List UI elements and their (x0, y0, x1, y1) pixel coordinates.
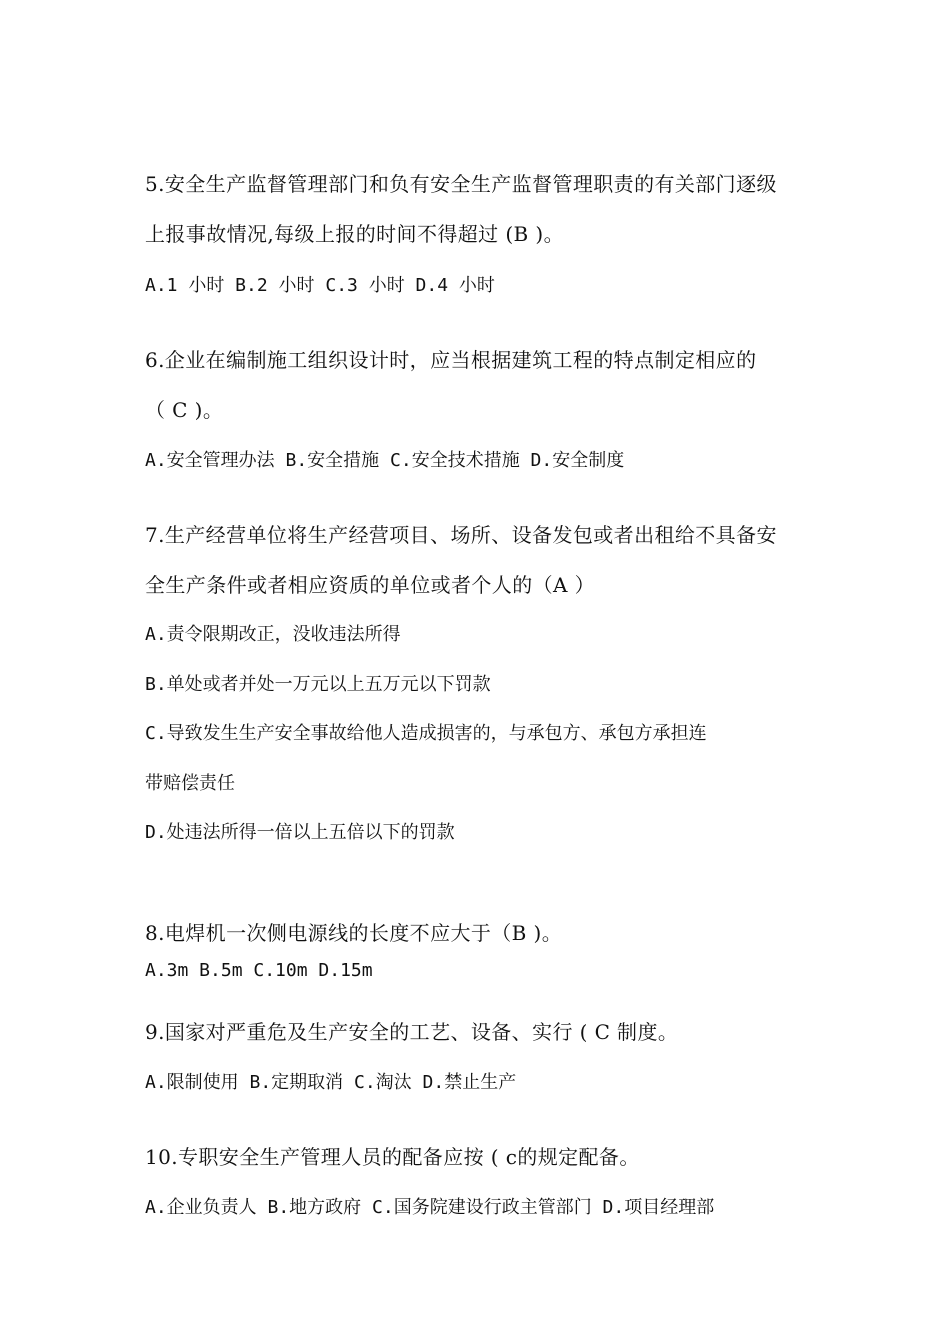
question-5-options: A.1 小时 B.2 小时 C.3 小时 D.4 小时 (145, 275, 495, 296)
question-7-option-c-line-1: C.导致发生生产安全事故给他人造成损害的，与承包方、承包方承担连 (145, 723, 707, 744)
question-8-options: A.3m B.5m C.10m D.15m (145, 960, 373, 981)
question-8-stem: 8.电焊机一次侧电源线的长度不应大于（B )。 (145, 921, 563, 945)
question-6-stem-line-2: （ C )。 (145, 398, 224, 422)
question-9-options: A.限制使用 B.定期取消 C.淘汰 D.禁止生产 (145, 1072, 517, 1093)
question-7-stem-line-2: 全生产条件或者相应资质的单位或者个人的（A ） (145, 573, 596, 597)
question-7-option-c-line-2: 带赔偿责任 (145, 773, 235, 794)
question-5-stem-line-2: 上报事故情况,每级上报的时间不得超过 (B )。 (145, 222, 564, 246)
question-9-stem: 9.国家对严重危及生产安全的工艺、设备、实行 ( C 制度。 (145, 1020, 679, 1044)
question-7-option-a: A.责令限期改正，没收违法所得 (145, 624, 401, 645)
question-10-options: A.企业负责人 B.地方政府 C.国务院建设行政主管部门 D.项目经理部 (145, 1197, 715, 1218)
question-10-stem: 10.专职安全生产管理人员的配备应按 ( c的规定配备。 (145, 1145, 640, 1169)
question-7-option-b: B.单处或者并处一万元以上五万元以下罚款 (145, 674, 491, 695)
question-6-stem-line-1: 6.企业在编制施工组织设计时，应当根据建筑工程的特点制定相应的 (145, 348, 757, 372)
question-7-option-d: D.处违法所得一倍以上五倍以下的罚款 (145, 822, 455, 843)
question-6-options: A.安全管理办法 B.安全措施 C.安全技术措施 D.安全制度 (145, 450, 625, 471)
question-5-stem-line-1: 5.安全生产监督管理部门和负有安全生产监督管理职责的有关部门逐级 (145, 172, 777, 196)
question-7-stem-line-1: 7.生产经营单位将生产经营项目、场所、设备发包或者出租给不具备安 (145, 523, 777, 547)
